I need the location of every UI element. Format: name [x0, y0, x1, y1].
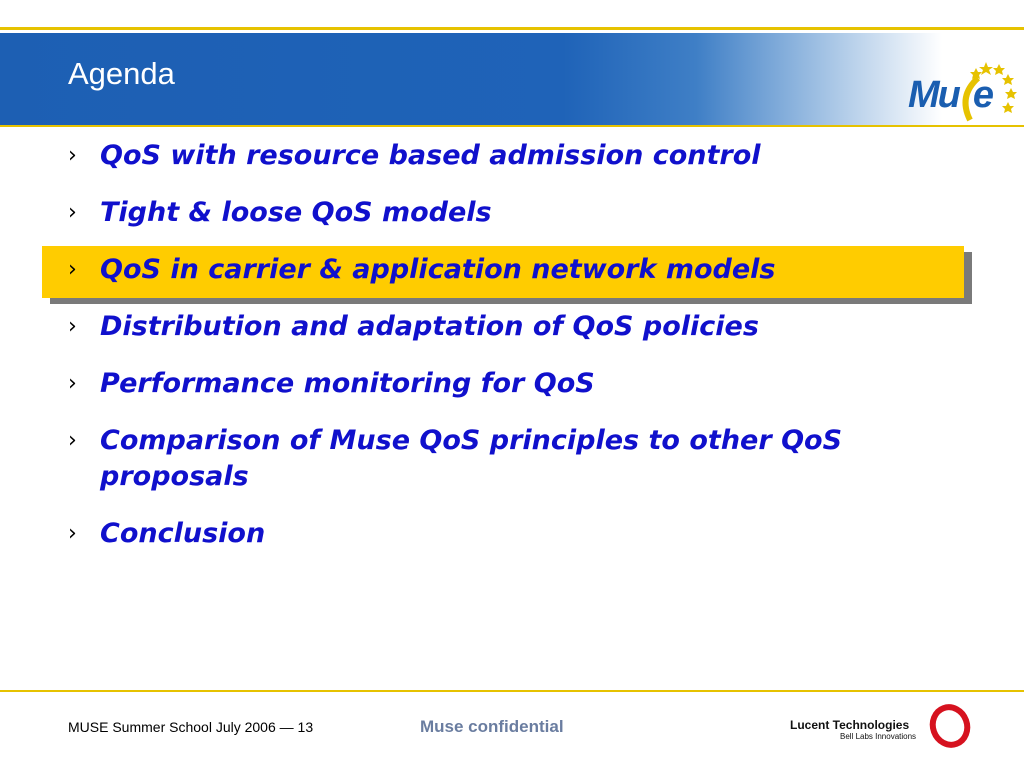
- top-accent-line: [0, 27, 1024, 30]
- agenda-item-label: Conclusion: [100, 518, 266, 549]
- slide-title: Agenda: [68, 56, 175, 91]
- agenda-item-conclusion: [68, 516, 968, 552]
- lucent-ring-icon: [928, 702, 972, 750]
- bullet-icon: ›: [68, 314, 77, 339]
- lucent-logo: [790, 712, 970, 752]
- footer-accent-line: [0, 690, 1024, 692]
- agenda-list: [68, 138, 968, 573]
- bullet-icon: ›: [68, 521, 77, 546]
- bullet-icon: ›: [68, 428, 77, 453]
- lucent-company-name: Lucent Technologies: [790, 718, 910, 732]
- agenda-item-label: QoS in carrier & application network models: [100, 254, 776, 285]
- agenda-item-qos-models: [68, 195, 968, 231]
- lucent-tagline: Bell Labs Innovations: [840, 732, 917, 741]
- agenda-item-label: QoS with resource based admission control: [100, 140, 761, 171]
- bullet-icon: ›: [68, 371, 77, 396]
- muse-logo-text: Mu e: [908, 74, 993, 116]
- footer-confidential: Muse confidential: [420, 717, 564, 736]
- footer-event-page: MUSE Summer School July 2006 — 13: [68, 719, 314, 735]
- agenda-item-label: Comparison of Muse QoS principles to other QoS proposals: [100, 425, 843, 492]
- bullet-icon: ›: [68, 200, 77, 225]
- agenda-item-label: Distribution and adaptation of QoS policies: [100, 311, 759, 342]
- bullet-icon: ›: [68, 143, 77, 168]
- agenda-item-qos-policies: [68, 309, 968, 345]
- agenda-item-label: Tight & loose QoS models: [100, 197, 492, 228]
- agenda-item-label: Performance monitoring for QoS: [100, 368, 595, 399]
- agenda-item-comparison: [68, 423, 968, 495]
- bullet-icon: ›: [68, 257, 77, 282]
- agenda-item-performance-monitoring: [68, 366, 968, 402]
- header-accent-line: [0, 125, 1024, 127]
- agenda-item-carrier-application-models: [68, 252, 968, 288]
- muse-logo: [900, 56, 1020, 122]
- agenda-item-qos-admission-control: [68, 138, 968, 174]
